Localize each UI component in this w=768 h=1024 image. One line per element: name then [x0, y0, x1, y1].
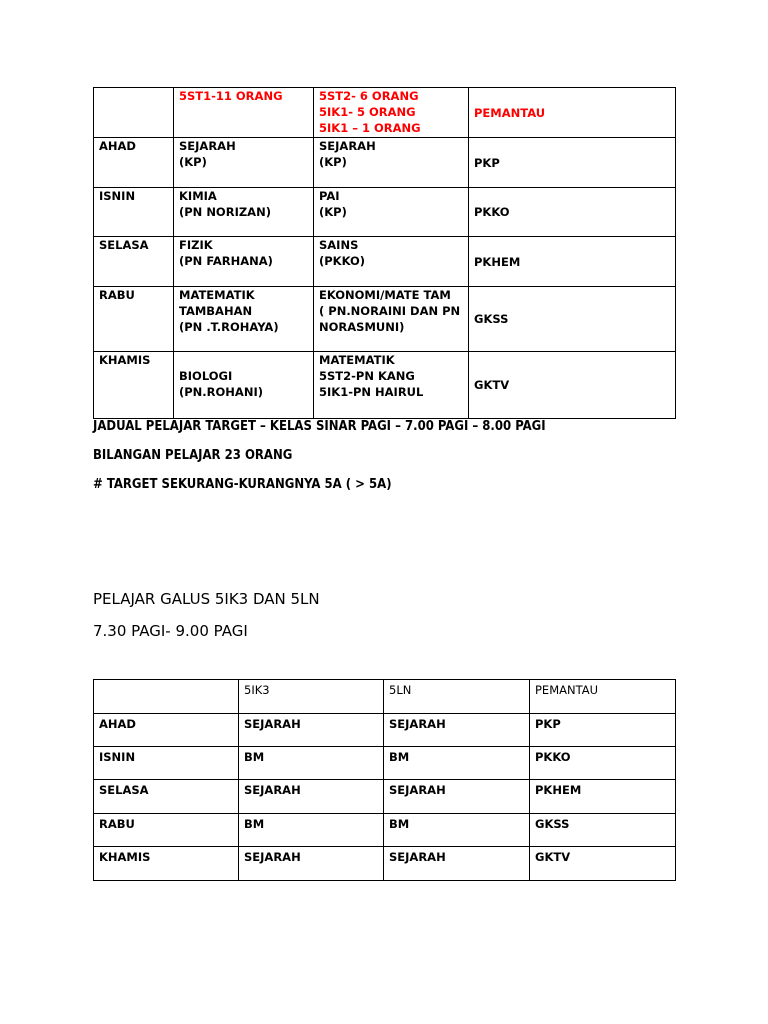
table-header-row	[94, 680, 676, 714]
target-note: # TARGET SEKURANG-KURANGNYA 5A ( > 5A)	[93, 477, 392, 492]
day-cell: SELASA	[94, 780, 239, 814]
subject-cell: BM	[239, 814, 384, 847]
header-cell-5ln: 5LN	[384, 680, 530, 714]
subject-cell: PAI (KP)	[314, 188, 469, 237]
subject-cell: SEJARAH	[239, 714, 384, 747]
header-cell-empty	[94, 88, 174, 138]
monitor-cell: GKTV	[530, 847, 676, 881]
section2-time: 7.30 PAGI- 9.00 PAGI	[93, 622, 248, 640]
monitor-cell: PKP	[530, 714, 676, 747]
table-row	[94, 747, 676, 780]
subject-cell: SEJARAH	[384, 847, 530, 881]
subject-cell: KIMIA (PN NORIZAN)	[174, 188, 314, 237]
schedule-title-note: JADUAL PELAJAR TARGET – KELAS SINAR PAGI – 7.00 PAGI – 8.00 PAGI	[93, 419, 546, 434]
table-header-row	[94, 88, 676, 138]
subject-cell: BM	[239, 747, 384, 780]
monitor-cell: PKHEM	[530, 780, 676, 814]
day-cell: AHAD	[94, 138, 174, 188]
table-row	[94, 847, 676, 881]
monitor-cell: PKKO	[469, 188, 676, 237]
table-row	[94, 814, 676, 847]
monitor-cell: PKHEM	[469, 237, 676, 287]
galus-schedule-table	[93, 679, 676, 881]
subject-cell: SEJARAH (KP)	[314, 138, 469, 188]
header-cell-5st1: 5ST1-11 ORANG	[174, 88, 314, 138]
monitor-cell: PKKO	[530, 747, 676, 780]
header-cell-5ik3: 5IK3	[239, 680, 384, 714]
header-cell-5st2-5ik1: 5ST2- 6 ORANG 5IK1- 5 ORANG 5IK1 – 1 ORANG	[314, 88, 469, 138]
table-row	[94, 188, 676, 237]
monitor-cell: GKTV	[469, 352, 676, 419]
target-class-schedule-table	[93, 87, 676, 419]
table-row	[94, 237, 676, 287]
subject-cell: SEJARAH	[384, 780, 530, 814]
subject-cell: BM	[384, 747, 530, 780]
subject-cell: MATEMATIK TAMBAHAN (PN .T.ROHAYA)	[174, 287, 314, 352]
table-row	[94, 780, 676, 814]
subject-cell: SEJARAH	[384, 714, 530, 747]
section2-title: PELAJAR GALUS 5IK3 DAN 5LN	[93, 590, 320, 608]
monitor-cell: PKP	[469, 138, 676, 188]
table-row	[94, 352, 676, 419]
subject-cell: MATEMATIK 5ST2-PN KANG 5IK1-PN HAIRUL	[314, 352, 469, 419]
table-row	[94, 714, 676, 747]
day-cell: ISNIN	[94, 188, 174, 237]
subject-cell: SEJARAH	[239, 780, 384, 814]
student-count-note: BILANGAN PELAJAR 23 ORANG	[93, 448, 293, 463]
day-cell: AHAD	[94, 714, 239, 747]
day-cell: KHAMIS	[94, 352, 174, 419]
day-cell: RABU	[94, 287, 174, 352]
header-cell-pemantau: PEMANTAU	[469, 88, 676, 138]
header-cell-pemantau: PEMANTAU	[530, 680, 676, 714]
table-row	[94, 287, 676, 352]
header-cell-empty	[94, 680, 239, 714]
day-cell: SELASA	[94, 237, 174, 287]
subject-cell: EKONOMI/MATE TAM ( PN.NORAINI DAN PN NORASMUNI)	[314, 287, 469, 352]
subject-cell: SEJARAH	[239, 847, 384, 881]
subject-cell: BIOLOGI (PN.ROHANI)	[174, 352, 314, 419]
subject-cell: SAINS (PKKO)	[314, 237, 469, 287]
subject-cell: SEJARAH (KP)	[174, 138, 314, 188]
table-row	[94, 138, 676, 188]
day-cell: ISNIN	[94, 747, 239, 780]
day-cell: RABU	[94, 814, 239, 847]
monitor-cell: GKSS	[530, 814, 676, 847]
subject-cell: BM	[384, 814, 530, 847]
monitor-cell: GKSS	[469, 287, 676, 352]
subject-cell: FIZIK (PN FARHANA)	[174, 237, 314, 287]
day-cell: KHAMIS	[94, 847, 239, 881]
